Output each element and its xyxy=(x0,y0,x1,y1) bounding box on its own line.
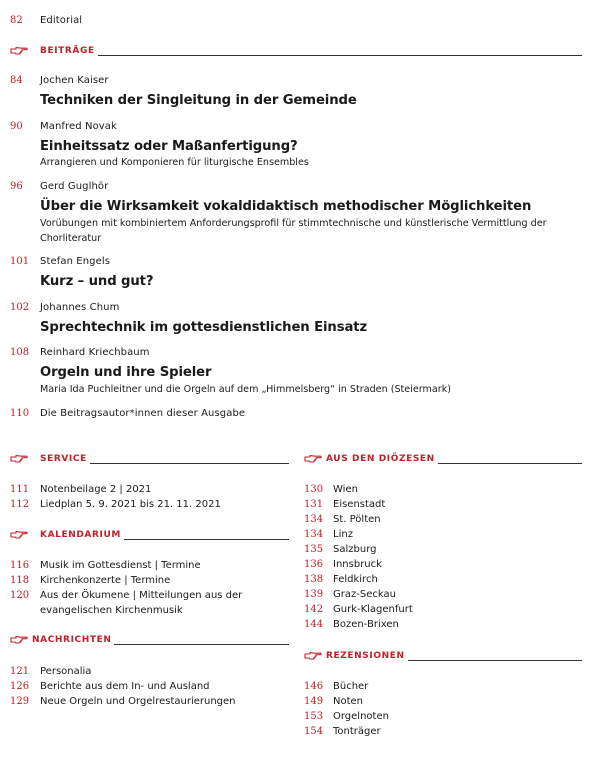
item-label-continued: evangelischen Kirchenmusik xyxy=(40,605,183,616)
item-label: Tonträger xyxy=(333,726,381,737)
section-header-nachrichten xyxy=(10,634,289,647)
item-label: Bozen-Brixen xyxy=(333,619,399,630)
item-page-number: 144 xyxy=(304,619,324,630)
item-label: Eisenstadt xyxy=(333,499,386,510)
list-item[interactable] xyxy=(304,527,582,542)
section-header-dioezesen xyxy=(304,453,582,466)
article-title[interactable]: Einheitssatz oder Maßanfertigung? xyxy=(40,139,298,154)
list-item[interactable] xyxy=(304,512,582,527)
article-subtitle: Arrangieren und Komponieren für liturgische Ensembles xyxy=(40,157,309,168)
article-page-number: 108 xyxy=(10,347,30,358)
section-header-beitraege xyxy=(10,45,582,58)
item-label: Feldkirch xyxy=(333,574,378,585)
item-page-number: 135 xyxy=(304,544,324,555)
item-page-number: 153 xyxy=(304,711,324,722)
item-label: St. Pölten xyxy=(333,514,381,525)
list-item[interactable] xyxy=(304,542,582,557)
article-author: Jochen Kaiser xyxy=(40,75,109,86)
item-page-number: 116 xyxy=(10,560,30,571)
list-item[interactable] xyxy=(10,558,289,573)
article-title[interactable]: Sprechtechnik im gottesdienstlichen Einsatz xyxy=(40,320,368,335)
article-title[interactable]: Techniken der Singleitung in der Gemeinde xyxy=(40,93,357,108)
section-title: REZENSIONEN xyxy=(326,651,405,661)
section-rule xyxy=(124,539,289,540)
section-header-kalendarium xyxy=(10,529,289,542)
item-label: Innsbruck xyxy=(333,559,382,570)
pointing-hand-icon xyxy=(304,651,322,661)
article-page-number: 101 xyxy=(10,256,30,267)
section-title: BEITRÄGE xyxy=(40,46,95,56)
article-subtitle: Maria Ida Puchleitner und die Orgeln auf dem „Himmelsberg“ in Straden (Steiermark) xyxy=(40,384,452,395)
item-label: Berichte aus dem In- und Ausland xyxy=(40,681,210,692)
item-label: Neue Orgeln und Orgelrestaurierungen xyxy=(40,696,236,707)
article-author: Stefan Engels xyxy=(40,256,111,267)
list-item[interactable] xyxy=(304,572,582,587)
item-page-number: 130 xyxy=(304,484,324,495)
editorial-page-number: 82 xyxy=(10,15,23,26)
article-page-number: 96 xyxy=(10,181,23,192)
item-label: Notenbeilage 2 | 2021 xyxy=(40,484,152,495)
section-title: SERVICE xyxy=(40,454,87,464)
item-label: Linz xyxy=(333,529,353,540)
item-label: Musik im Gottesdienst | Termine xyxy=(40,560,201,571)
list-item[interactable] xyxy=(10,664,289,679)
authors-page-number: 110 xyxy=(10,408,30,419)
item-page-number: 131 xyxy=(304,499,324,510)
list-item[interactable] xyxy=(10,482,289,497)
pointing-hand-icon xyxy=(304,454,322,464)
list-item[interactable] xyxy=(10,588,289,618)
list-item[interactable] xyxy=(10,573,289,588)
article-page-number: 102 xyxy=(10,302,30,313)
article-subtitle: Vorübungen mit kombiniertem Anforderungsprofil für stimmtechnische und künstlerische Vermittlung der xyxy=(40,218,547,229)
section-title: KALENDARIUM xyxy=(40,530,121,540)
item-label: Wien xyxy=(333,484,358,495)
list-item[interactable] xyxy=(304,587,582,602)
list-item[interactable] xyxy=(10,497,289,512)
list-item[interactable] xyxy=(304,709,582,724)
item-page-number: 121 xyxy=(10,666,30,677)
section-rule xyxy=(114,644,289,645)
item-label: Graz-Seckau xyxy=(333,589,396,600)
list-item[interactable] xyxy=(304,679,582,694)
item-page-number: 134 xyxy=(304,514,324,525)
list-item[interactable] xyxy=(304,617,582,632)
list-item[interactable] xyxy=(304,482,582,497)
item-page-number: 118 xyxy=(10,575,30,586)
item-label: Liedplan 5. 9. 2021 bis 21. 11. 2021 xyxy=(40,499,221,510)
section-header-rezensionen xyxy=(304,650,582,663)
article-page-number: 84 xyxy=(10,75,23,86)
item-label: Bücher xyxy=(333,681,369,692)
item-page-number: 111 xyxy=(10,484,30,495)
item-page-number: 146 xyxy=(304,681,324,692)
article-author: Gerd Guglhör xyxy=(40,181,109,192)
list-item[interactable] xyxy=(10,694,289,709)
item-label: Orgelnoten xyxy=(333,711,389,722)
item-label: Salzburg xyxy=(333,544,377,555)
section-rule xyxy=(90,463,289,464)
list-item[interactable] xyxy=(304,557,582,572)
pointing-hand-icon xyxy=(10,530,28,540)
article-title[interactable]: Kurz – und gut? xyxy=(40,274,154,289)
article-subtitle: Chorliteratur xyxy=(40,233,102,244)
section-rule xyxy=(98,55,582,56)
item-label: Personalia xyxy=(40,666,92,677)
item-label: Aus der Ökumene | Mitteilungen aus der xyxy=(40,590,243,601)
item-page-number: 154 xyxy=(304,726,324,737)
item-page-number: 120 xyxy=(10,590,30,601)
item-label: Noten xyxy=(333,696,364,707)
item-page-number: 142 xyxy=(304,604,324,615)
list-item[interactable] xyxy=(304,497,582,512)
authors-label[interactable]: Die Beitragsautor*innen dieser Ausgabe xyxy=(40,408,246,419)
item-page-number: 134 xyxy=(304,529,324,540)
item-page-number: 112 xyxy=(10,499,30,510)
item-label: Gurk-Klagenfurt xyxy=(333,604,413,615)
list-item[interactable] xyxy=(304,602,582,617)
item-page-number: 129 xyxy=(10,696,30,707)
article-title[interactable]: Orgeln und ihre Spieler xyxy=(40,365,212,380)
pointing-hand-icon xyxy=(10,454,28,464)
article-author: Johannes Chum xyxy=(40,302,120,313)
list-item[interactable] xyxy=(304,694,582,709)
article-title[interactable]: Über die Wirksamkeit vokaldidaktisch methodischer Möglichkeiten xyxy=(40,199,532,214)
item-page-number: 138 xyxy=(304,574,324,585)
section-title: NACHRICHTEN xyxy=(32,635,112,645)
item-page-number: 149 xyxy=(304,696,324,707)
section-rule xyxy=(408,660,582,661)
item-page-number: 126 xyxy=(10,681,30,692)
editorial-label[interactable]: Editorial xyxy=(40,15,83,26)
section-header-service xyxy=(10,453,289,466)
item-label: Kirchenkonzerte | Termine xyxy=(40,575,171,586)
item-page-number: 139 xyxy=(304,589,324,600)
list-item[interactable] xyxy=(304,724,582,739)
section-rule xyxy=(438,463,582,464)
pointing-hand-icon xyxy=(10,46,28,56)
article-page-number: 90 xyxy=(10,121,23,132)
article-author: Manfred Novak xyxy=(40,121,117,132)
pointing-hand-icon xyxy=(10,635,28,645)
article-author: Reinhard Kriechbaum xyxy=(40,347,150,358)
list-item[interactable] xyxy=(10,679,289,694)
section-title: AUS DEN DIÖZESEN xyxy=(326,454,435,464)
item-page-number: 136 xyxy=(304,559,324,570)
